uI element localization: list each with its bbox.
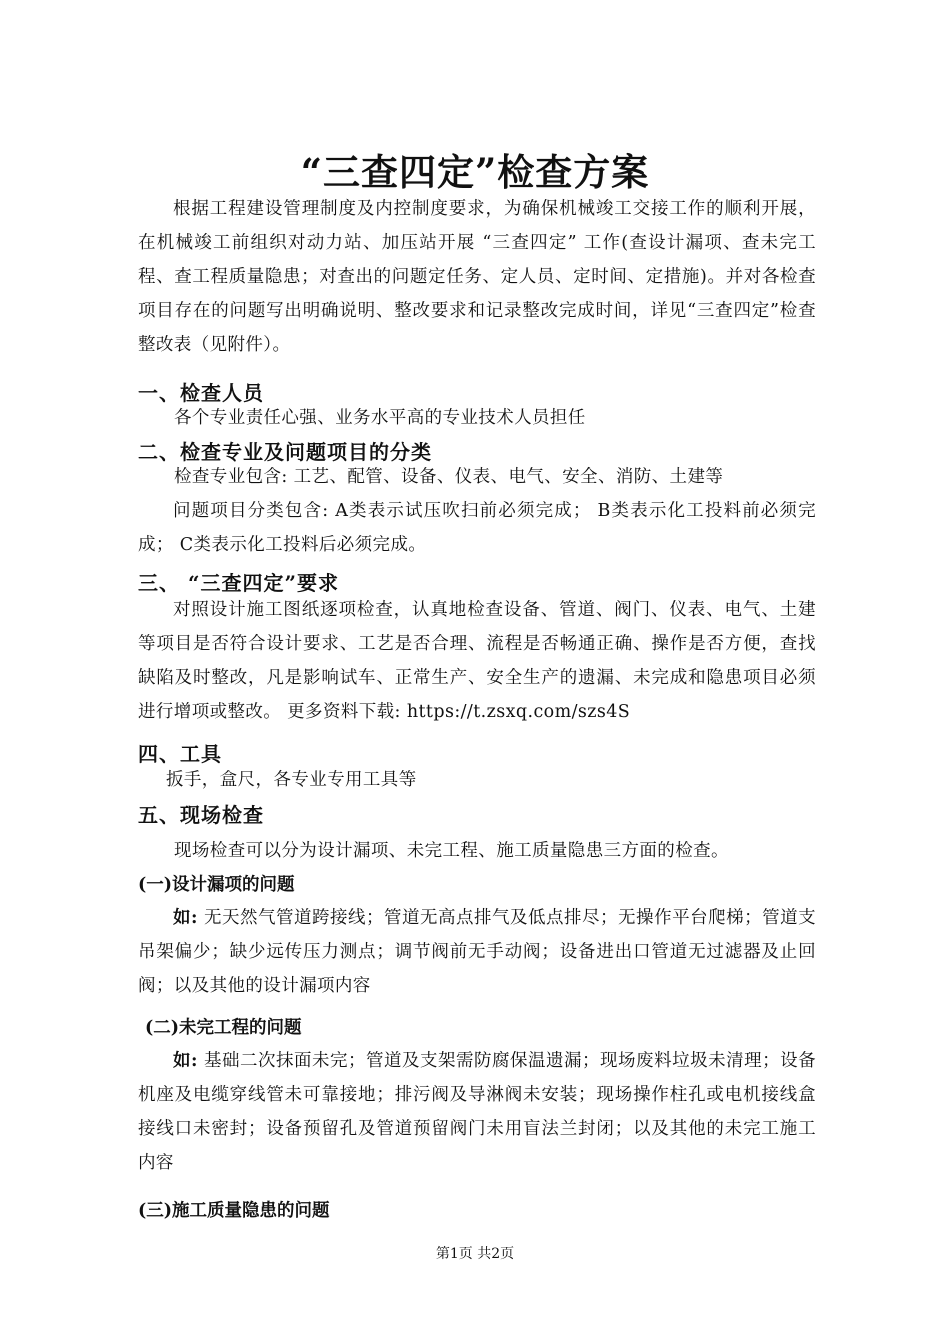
subsection-heading-design-omissions: (一)设计漏项的问题 xyxy=(138,875,295,895)
subsection-text-design-omissions xyxy=(138,901,816,1003)
section-text-site-inspection: 现场检查可以分为设计漏项、未完工程、施工质量隐患三方面的检查。 xyxy=(174,841,729,861)
example-lead: 如: xyxy=(173,908,198,928)
section-text-personnel: 各个专业责任心强、业务水平高的专业技术人员担任 xyxy=(174,408,586,428)
subsection-heading-quality-hazards: (三)施工质量隐患的问题 xyxy=(138,1201,330,1221)
page-footer: 第1页 共2页 xyxy=(435,1246,515,1262)
section-heading-requirements: 三、 “三查四定”要求 xyxy=(138,571,339,595)
section-text-categories: 问题项目分类包含: A类表示试压吹扫前必须完成； B类表示化工投料前必须完成； C类表示化工投料后必须完成。 xyxy=(138,501,816,555)
example-text: 无天然气管道跨接线；管道无高点排气及低点排尽；无操作平台爬梯；管道支吊架偏少；缺少远传压力测点；调节阀前无手动阀；设备进出口管道无过滤器及止回阀；以及其他的设计漏项内容 xyxy=(138,908,817,996)
example-lead: 如: xyxy=(173,1051,198,1071)
intro-paragraph: 根据工程建设管理制度及内控制度要求，为确保机械竣工交接工作的顺利开展，在机械竣工前组织对动力站、加压站开展 “三查四定” 工作(查设计漏项、查未完工程、查工程质量隐患；对查出的问题定任务、定人员、定时间、定措施)。并对各检查项目存在的问题写出明确说明、整改要求和记录整改完成时间，详见“三查四定”检查整改表（见附件）。 xyxy=(138,199,816,355)
section-heading-personnel: 一、检查人员 xyxy=(138,381,264,405)
example-text: 基础二次抹面未完；管道及支架需防腐保温遗漏；现场废料垃圾未清理；设备机座及电缆穿线管未可靠接地；排污阀及导淋阀未安装；现场操作柱孔或电机接线盒接线口未密封；设备预留孔及管道预留阀门未用盲法兰封闭；以及其他的未完工施工内容 xyxy=(138,1051,817,1173)
section-text-tools: 扳手，盒尺，各专业专用工具等 xyxy=(166,770,417,790)
subsection-heading-unfinished-works: (二)未完工程的问题 xyxy=(145,1018,302,1038)
subsection-text-unfinished-works xyxy=(138,1044,816,1180)
section-heading-site-inspection: 五、现场检查 xyxy=(138,803,264,827)
section-text-disciplines: 检查专业包含: 工艺、配管、设备、仪表、电气、安全、消防、土建等 xyxy=(174,467,724,487)
document-title: “三查四定”检查方案 xyxy=(300,150,650,194)
section-heading-tools: 四、工具 xyxy=(138,742,222,766)
section-heading-classification: 二、检查专业及问题项目的分类 xyxy=(138,440,432,464)
section-text-requirements: 对照设计施工图纸逐项检查，认真地检查设备、管道、阀门、仪表、电气、土建等项目是否符合设计要求、工艺是否合理、流程是否畅通正确、操作是否方便，查找缺陷及时整改，凡是影响试车、正常生产、安全生产的遗漏、未完成和隐患项目必须进行增项或整改。 更多资料下载: https://t.zsxq.com/szs4S xyxy=(138,600,816,722)
